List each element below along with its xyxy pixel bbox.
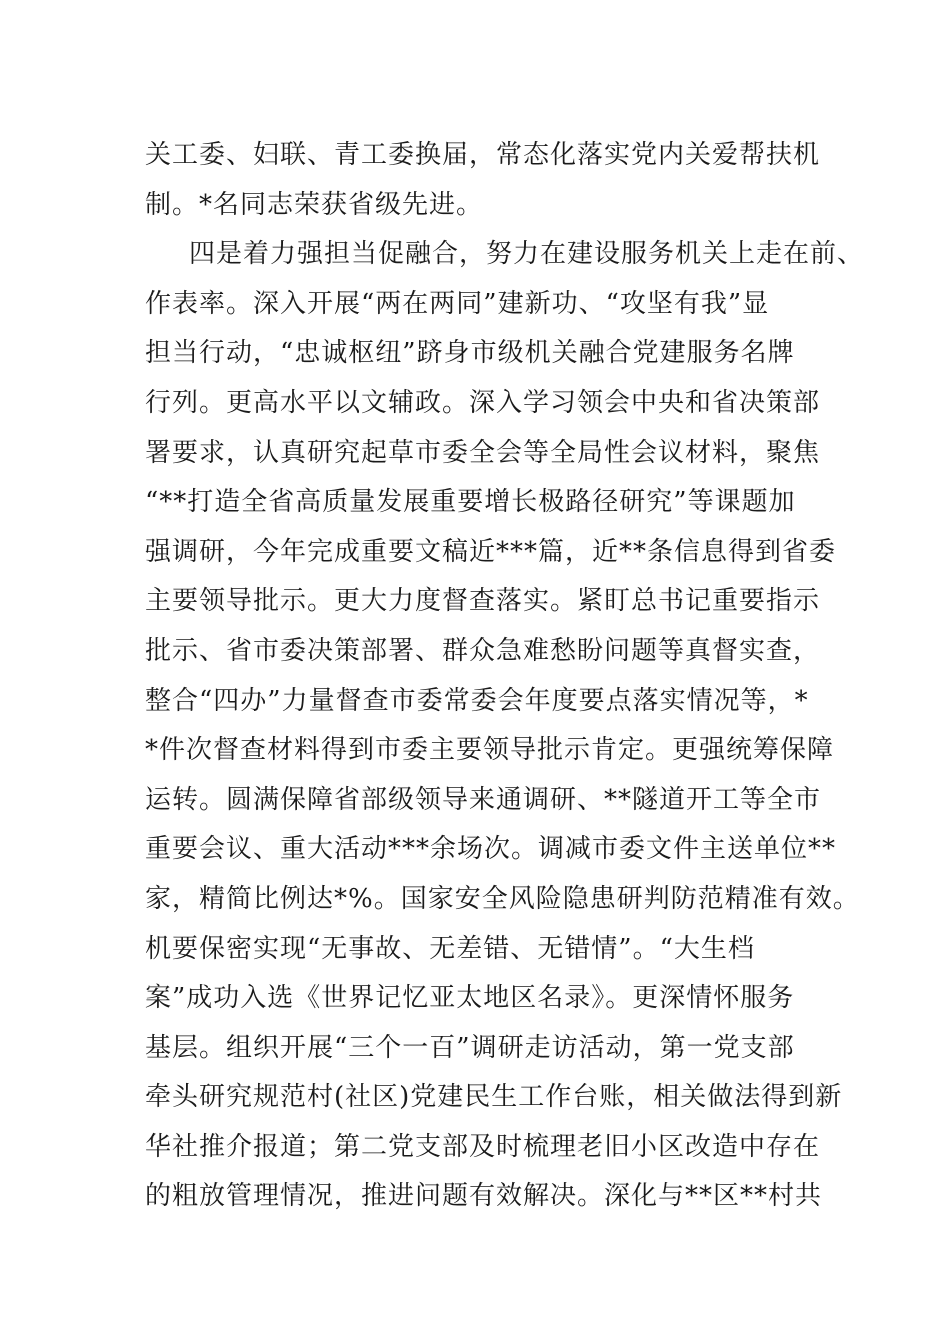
text-line: *件次督查材料得到市委主要领导批示肯定。更强统筹保障	[145, 735, 835, 766]
document-body	[145, 131, 865, 1222]
text-line: 担当行动，“忠诚枢纽”跻身市级机关融合党建服务名牌	[145, 338, 795, 369]
text-line: 强调研，今年完成重要文稿近***篇，近**条信息得到省委	[145, 536, 837, 567]
text-line: 牵头研究规范村(社区)党建民生工作台账，相关做法得到新	[145, 1082, 843, 1113]
text-line: 运转。圆满保障省部级领导来通调研、**隧道开工等全市	[145, 784, 822, 815]
text-line: 署要求，认真研究起草市委全会等全局性会议材料，聚焦	[145, 437, 821, 468]
text-line: 整合“四办”力量督查市委常委会年度要点落实情况等，*	[145, 685, 809, 716]
text-line: “**打造全省高质量发展重要增长极路径研究”等课题加	[145, 487, 796, 518]
text-line: 行列。更高水平以文辅政。深入学习领会中央和省决策部	[145, 387, 821, 418]
text-line: 的粗放管理情况，推进问题有效解决。深化与**区**村共	[145, 1181, 823, 1212]
text-line: 华社推介报道；第二党支部及时梳理老旧小区改造中存在	[145, 1131, 821, 1162]
text-line: 家，精简比例达*%。国家安全风险隐患研判防范精准有效。	[145, 883, 860, 914]
paragraph-start-line: 四是着力强担当促融合，努力在建设服务机关上走在前、	[189, 239, 865, 270]
text-line: 关工委、妇联、青工委换届，常态化落实党内关爱帮扶机	[145, 140, 821, 170]
text-line: 批示、省市委决策部署、群众急难愁盼问题等真督实查，	[145, 635, 821, 666]
text-line: 制。*名同志荣获省级先进。	[145, 189, 484, 220]
text-line: 重要会议、重大活动***余场次。调减市委文件主送单位**	[145, 834, 837, 865]
text-line: 主要领导批示。更大力度督查落实。紧盯总书记重要指示	[145, 586, 821, 617]
text-line: 案”成功入选《世界记忆亚太地区名录》。更深情怀服务	[145, 983, 795, 1014]
text-line: 基层。组织开展“三个一百”调研走访活动，第一党支部	[145, 1032, 795, 1063]
text-line: 作表率。深入开展“两在两同”建新功、“攻坚有我”显	[145, 288, 770, 319]
text-line: 机要保密实现“无事故、无差错、无错情”。“大生档	[145, 933, 755, 964]
